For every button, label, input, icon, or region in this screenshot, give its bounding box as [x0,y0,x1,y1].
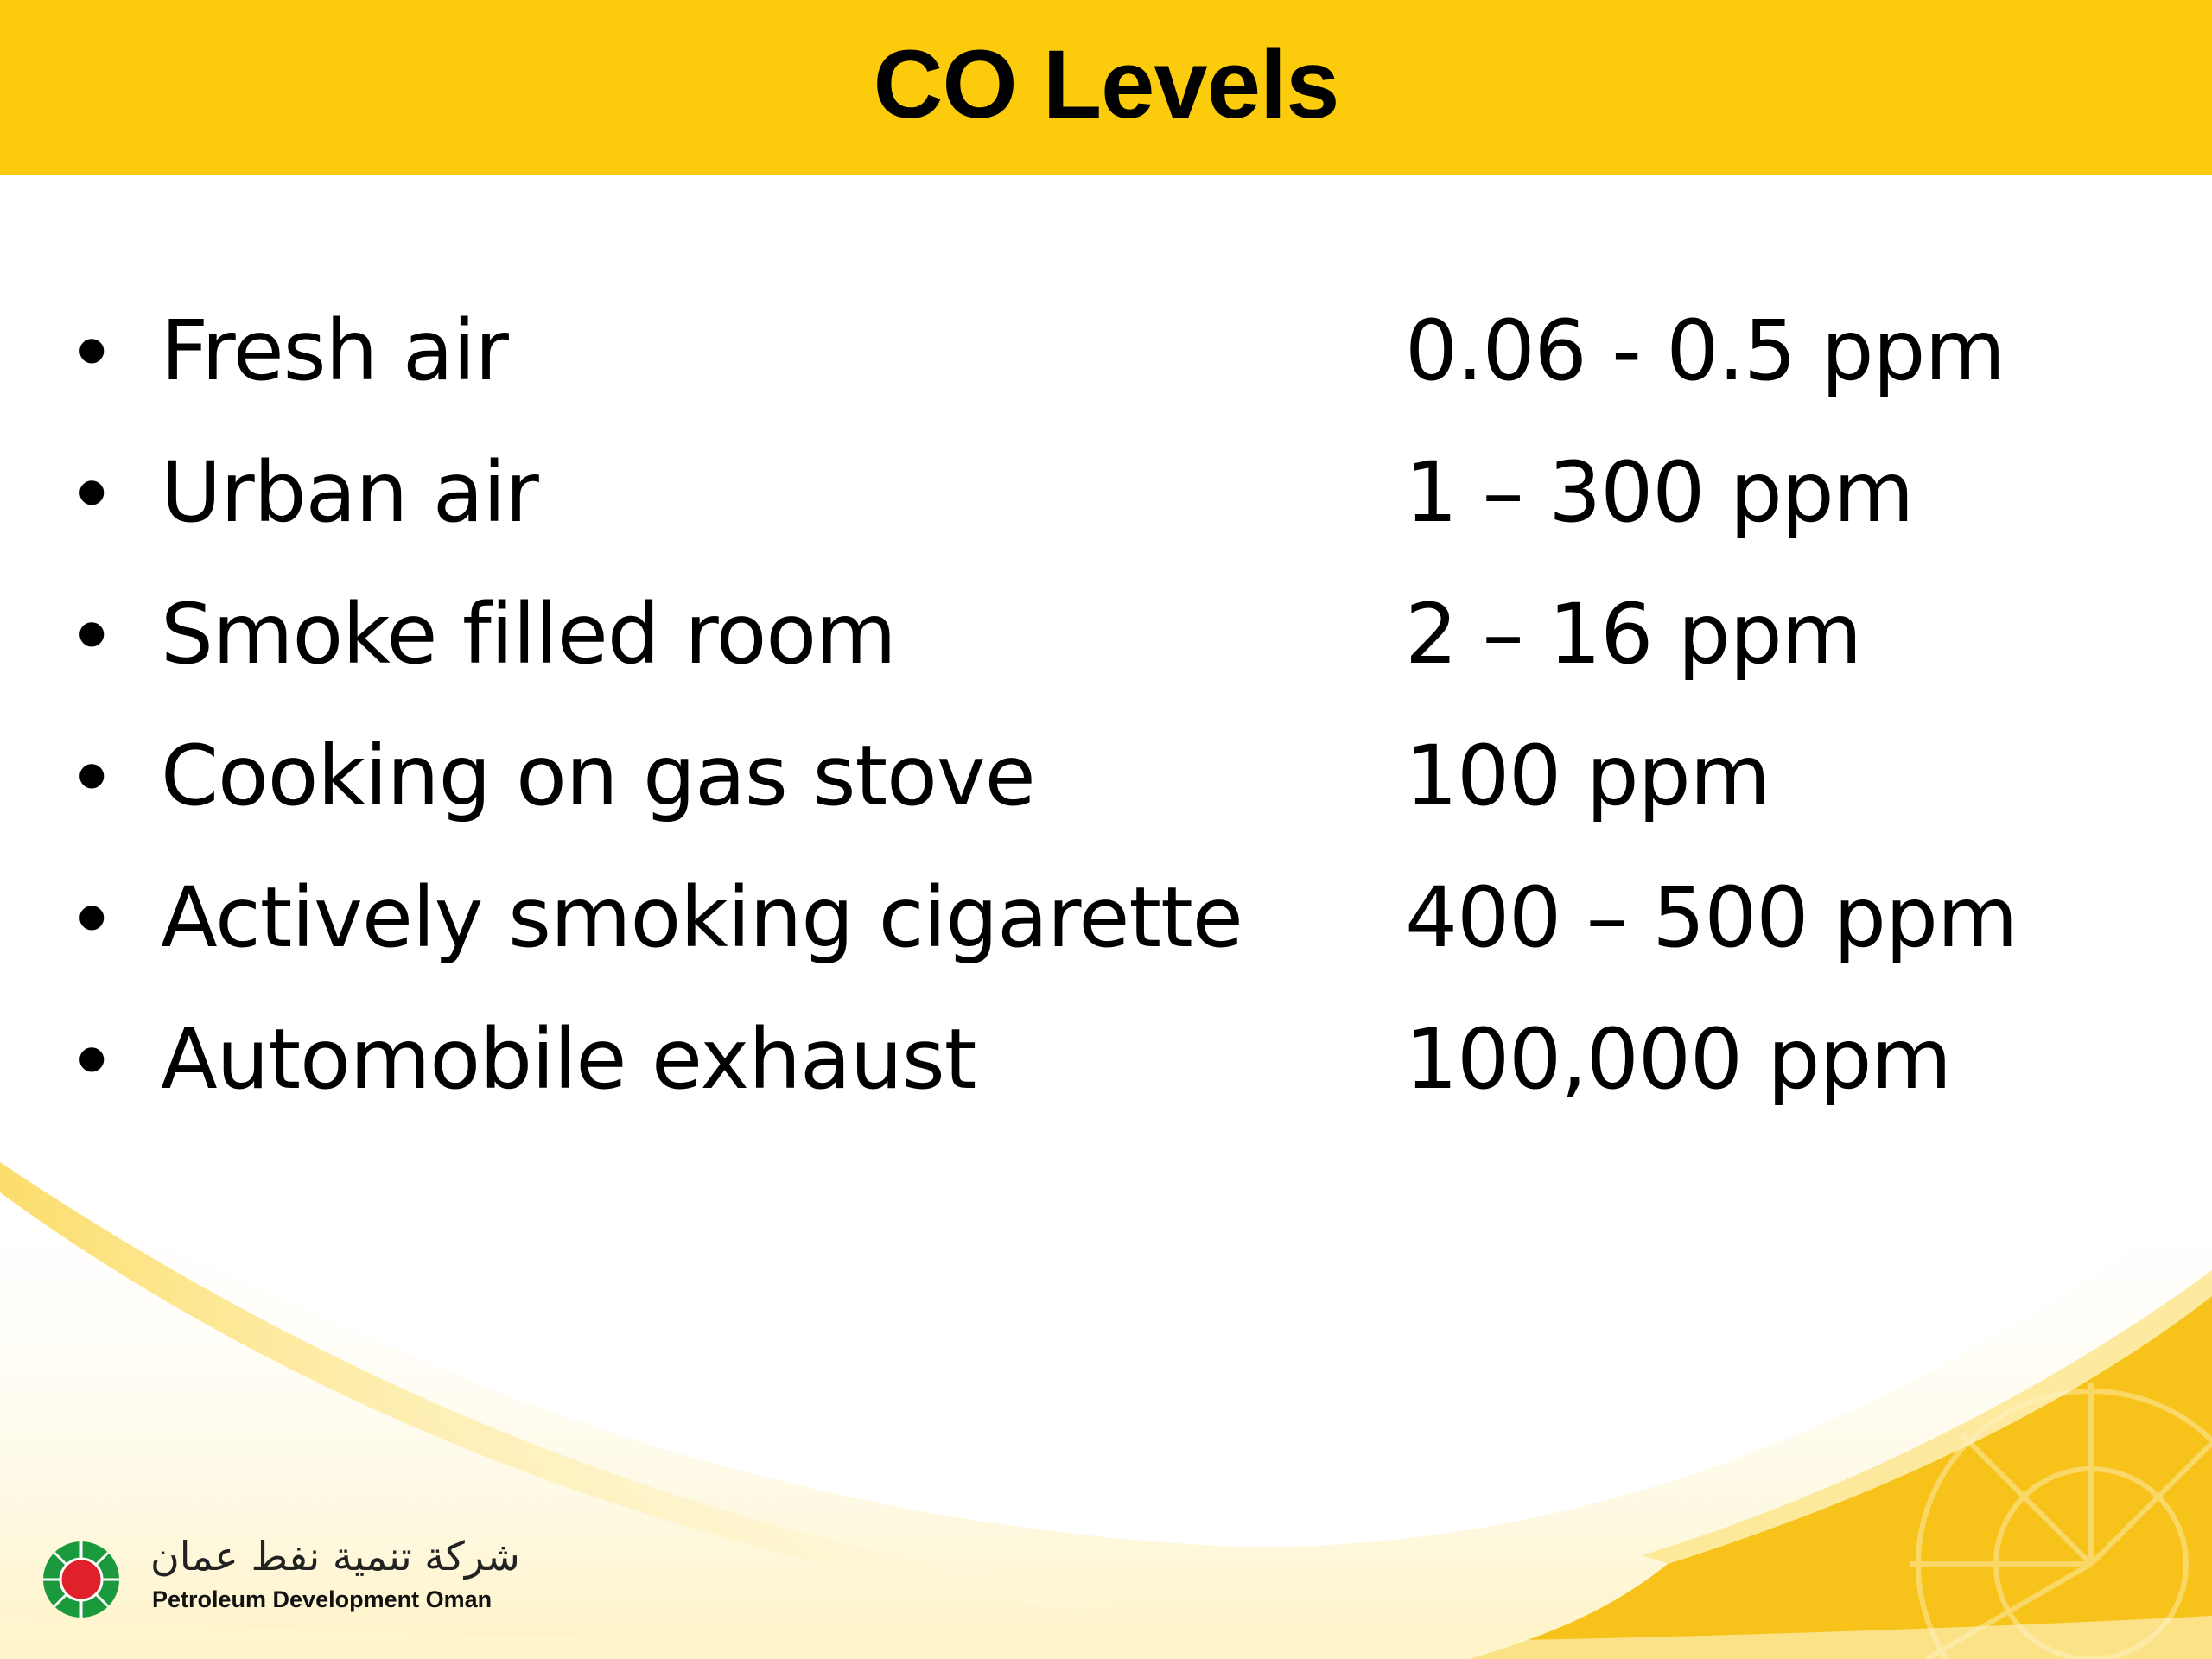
logo-arabic-text: شركة تنمية نفط عمان [150,1533,520,1580]
list-item-label: Actively smoking cigarette [161,869,1243,966]
bullet-icon: • [76,726,108,826]
bullet-icon: • [76,442,108,543]
list-item [0,563,2212,705]
list-item [0,280,2212,422]
list-item-label: Automobile exhaust [161,1011,976,1108]
list-item-value: 100 ppm [1405,728,1770,824]
list-item-label: Smoke filled room [161,586,896,683]
list-item-value: 0.06 - 0.5 ppm [1405,302,2005,399]
slide-title: CO Levels [873,29,1339,138]
bullet-icon: • [76,584,108,684]
list-item-label: Fresh air [161,302,508,399]
pdo-emblem-icon [38,1540,130,1619]
list-item-value: 100,000 ppm [1405,1011,1951,1108]
bullet-icon: • [76,868,108,968]
list-item-label: Urban air [161,444,538,541]
list-item [0,988,2212,1130]
list-item-label: Cooking on gas stove [161,728,1035,824]
list-item [0,847,2212,988]
bullet-icon: • [76,301,108,401]
list-item-value: 400 – 500 ppm [1405,869,2018,966]
bullet-icon: • [76,1009,108,1109]
company-logo [38,1531,522,1626]
logo-english-text: Petroleum Development Oman [152,1586,493,1612]
list-item [0,422,2212,563]
list-item-value: 2 – 16 ppm [1405,586,1862,683]
list-item [0,705,2212,847]
list-item-value: 1 – 300 ppm [1405,444,1914,541]
